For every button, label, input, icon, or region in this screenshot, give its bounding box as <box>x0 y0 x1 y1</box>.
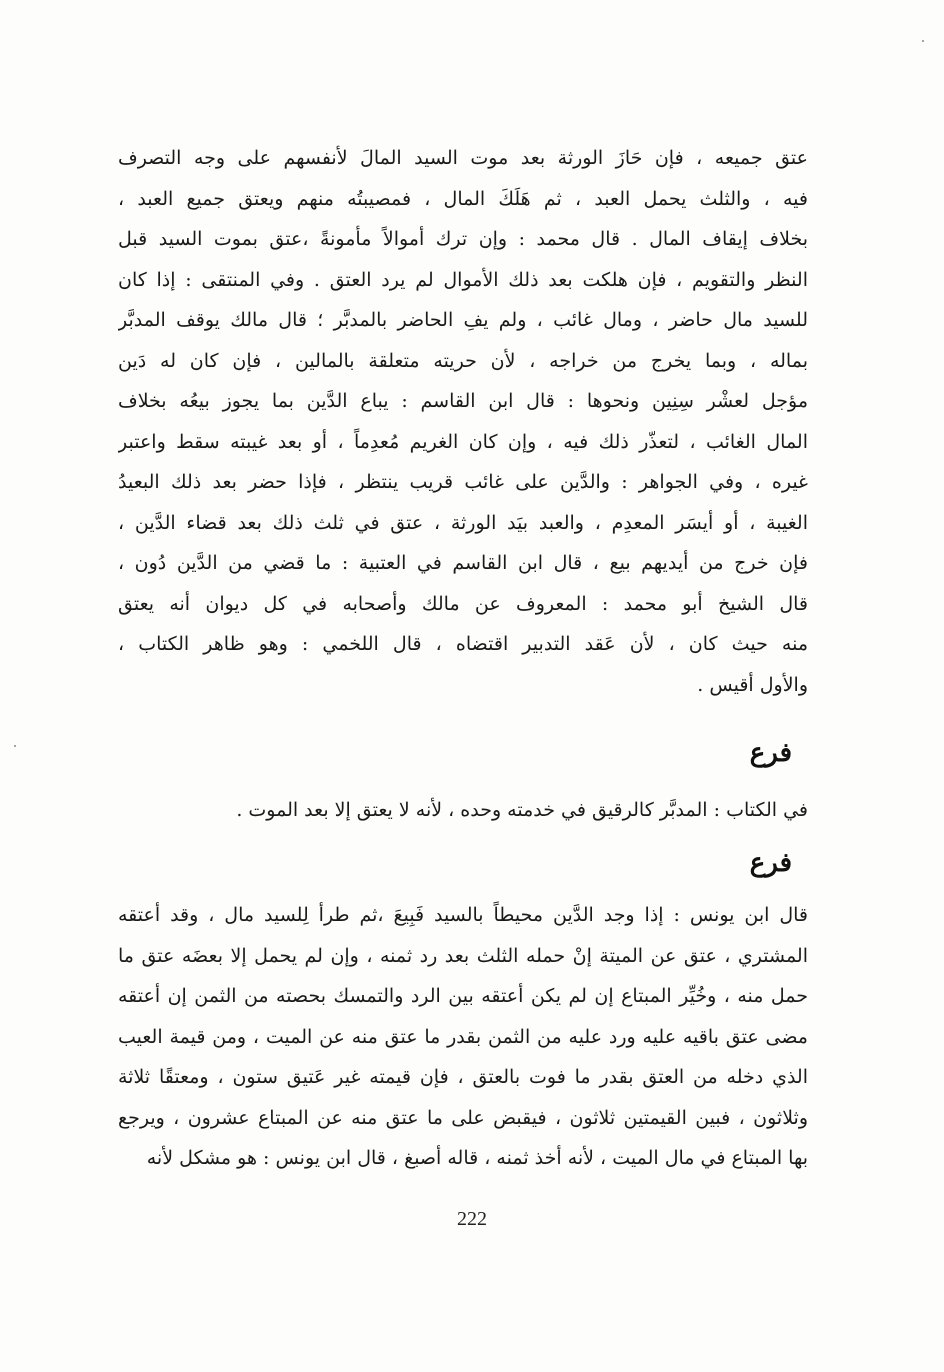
text-line: والأول أقيس . <box>697 673 808 696</box>
section-heading-2: فرع <box>749 848 792 878</box>
text-line: منه حيث كان ، لأن عَقد التدبير اقتضاه ، قال اللخمي : وهو ظاهر الكتاب ، <box>118 633 808 655</box>
text-line: مؤجل لعشْر سِنِين ونحوها : قال ابن القاسم : يباع الدَّين بما يجوز بيعُه بخلاف <box>118 390 808 412</box>
text-line: قال الشيخ أبو محمد : المعروف عن مالك وأصحابه في كل ديوان أنه يعتق <box>118 592 808 615</box>
section-heading-1: فرع <box>749 738 792 768</box>
text-line: فإن خرج من أيديهم بيع ، قال ابن القاسم في العتبية : ما قضي من الدَّين دُون ، <box>118 552 808 574</box>
paragraph-2 <box>118 790 808 831</box>
text-line: غيره ، وفي الجواهر : والدَّين على غائب قريب ينتظر ، فإذا حضر بعد ذلك البعيدُ <box>118 471 808 493</box>
scan-speck <box>14 745 16 747</box>
text-line: حمل منه ، وخُيِّر المبتاع إن لم يكن أعتقه بين الرد والتمسك بحصته من الثمن إن أعتقه <box>118 985 808 1007</box>
text-line: قال ابن يونس : إذا وجد الدَّين محيطاً بالسيد فَبِيعَ ،ثم طرأ لِلسيد مال ، وقد أعتقه <box>118 904 808 926</box>
text-line: بها المبتاع في مال الميت ، لأنه أخذ ثمنه ، قاله أصبغ ، قال ابن يونس : هو مشكل لأنه <box>146 1147 808 1169</box>
text-line: النظر والتقويم ، فإن هلكت بعد ذلك الأموال لم يرد العتق . وفي المنتقى : إذا كان <box>118 268 808 291</box>
text-line: المشتري ، عتق عن الميتة إنْ حمله الثلث بعد رد ثمنه ، وإن لم يحمل إلا بعضَه عتق ما <box>118 944 808 967</box>
text-line: وثلاثون ، فبين القيمتين ثلاثون ، فيقبض على ما عتق منه عن المبتاع عشرون ، ويرجع <box>118 1106 808 1129</box>
page-number: 222 <box>457 1208 487 1230</box>
text-line: المال الغائب ، لتعذّر ذلك فيه ، وإن كان الغريم مُعدِماً ، أو بعد غيبته سقط واعتبر <box>118 430 808 453</box>
text-line: الغيبة ، أو أيسَر المعدِم ، والعبد بيَد الورثة ، عتق في ثلث ذلك بعد قضاء الدَّين ، <box>118 511 808 534</box>
text-line: بخلاف إيقاف المال . قال محمد : وإن ترك أموالاً مأمونةً ،عتق بموت السيد قبل <box>118 228 808 250</box>
text-line: بماله ، وبما يخرج من خراجه ، لأن حريته متعلقة بالمالين ، فإن كان له دَين <box>118 349 808 372</box>
text-line: الذي دخله من العتق بقدر ما فوت بالعتق ، فإن قيمته غير عَتيق ستون ، ومعتقًا ثلاثة <box>118 1066 808 1088</box>
text-line: عتق جميعه ، فإن حَازَ الورثة بعد موت السيد المالَ لأنفسهم على وجه التصرف <box>118 147 808 169</box>
text-line: للسيد مال حاضر ، ومال غائب ، ولم يفِ الحاضر بالمدبَّر ؛ قال مالك يوقف المدبَّر <box>118 309 808 331</box>
text-line: مضى عتق باقيه عليه ورد عليه من الثمن بقدر ما عتق منه عن الميت ، ومن قيمة العيب <box>118 1025 808 1048</box>
scan-speck <box>922 40 924 42</box>
text-line: في الكتاب : المدبَّر كالرقيق في خدمته وحده ، لأنه لا يعتق إلا بعد الموت . <box>236 799 808 821</box>
paragraph-1 <box>118 138 808 705</box>
text-line: فيه ، والثلث يحمل العبد ، ثم هَلَكَ المال ، فمصيبتُه منهم ويعتق جميع العبد ، <box>118 187 808 210</box>
paragraph-3 <box>118 895 808 1179</box>
